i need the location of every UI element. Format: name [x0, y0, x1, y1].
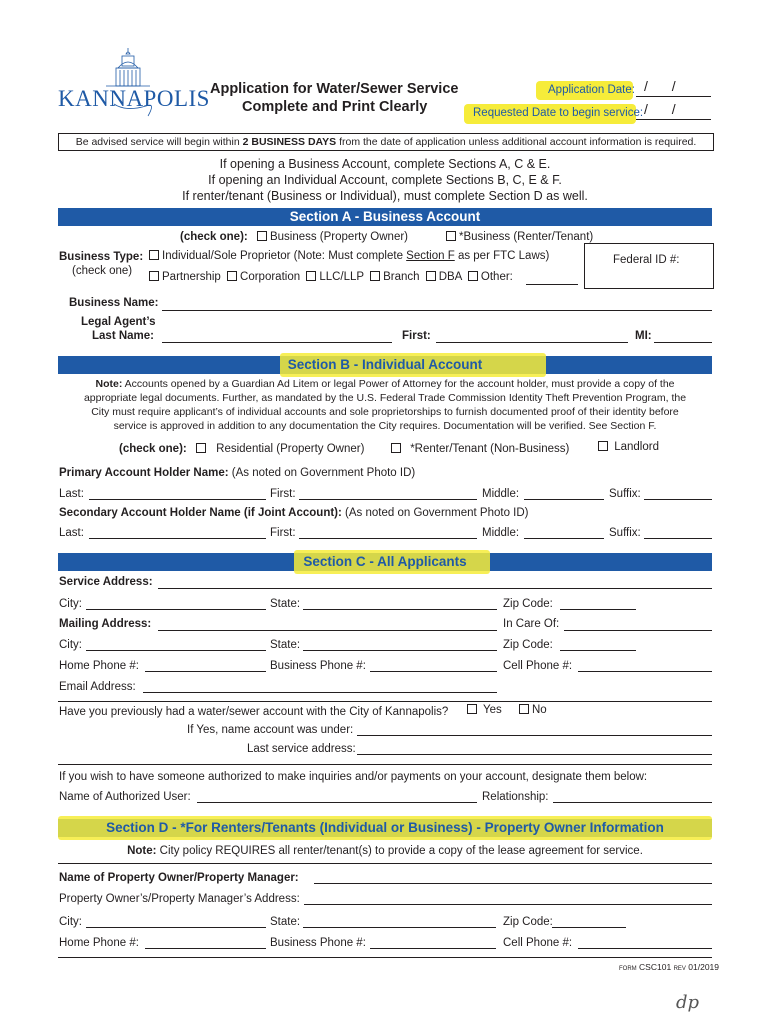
section-c-title: Section C - All Applicants: [303, 554, 467, 569]
previous-yes-label: Yes: [483, 704, 502, 716]
cell-phone-field[interactable]: [578, 671, 712, 672]
note-line: appropriate legal documents. Further, as mandated by the U.S. Federal Trade Commission Identity Theft Prevention Program, the: [83, 392, 687, 404]
secondary-last-label: Last:: [59, 527, 84, 539]
mailing-state-field[interactable]: [303, 650, 497, 651]
section-a-header: [58, 208, 712, 226]
notice-bold: 2 BUSINESS DAYS: [242, 136, 337, 148]
landlord-label: Landlord: [614, 441, 659, 453]
service-city-field[interactable]: [86, 609, 266, 610]
previous-account-name-field[interactable]: [357, 735, 712, 736]
previous-no-label: No: [532, 704, 547, 716]
secondary-first-label: First:: [270, 527, 296, 539]
secondary-suffix-field[interactable]: [644, 538, 712, 539]
partnership-checkbox[interactable]: [149, 271, 159, 281]
secondary-holder-note: (As noted on Government Photo ID): [341, 507, 529, 519]
agent-first-label: First:: [402, 330, 431, 342]
section-d-divider: [58, 863, 712, 864]
instruction-line: If opening a Business Account, complete Sections A, C & E.: [219, 157, 551, 171]
primary-holder-label: Primary Account Holder Name:: [59, 467, 229, 479]
agent-mi-field[interactable]: [654, 342, 712, 343]
mailing-address-field[interactable]: [158, 630, 497, 631]
primary-last-label: Last:: [59, 488, 84, 500]
secondary-middle-field[interactable]: [524, 538, 604, 539]
business-phone-label: Business Phone #:: [270, 660, 366, 672]
section-b-title: Section B - Individual Account: [287, 357, 483, 372]
owner-business-phone-label: Business Phone #:: [270, 937, 366, 949]
section-f-link: Section F: [406, 250, 455, 262]
business-name-label: Business Name:: [69, 297, 159, 309]
section-c-divider: [58, 701, 712, 702]
owner-zip-field[interactable]: [552, 927, 626, 928]
secondary-first-field[interactable]: [299, 538, 477, 539]
business-renter-label: *Business (Renter/Tenant): [459, 231, 594, 243]
mailing-zip-label: Zip Code:: [503, 639, 553, 651]
form-title: Application for Water/Sewer Service: [210, 81, 459, 97]
primary-holder-note: (As noted on Government Photo ID): [228, 467, 416, 479]
home-phone-label: Home Phone #:: [59, 660, 139, 672]
owner-zip-label: Zip Code:: [503, 916, 553, 928]
owner-business-phone-field[interactable]: [370, 948, 496, 949]
owner-state-label: State:: [270, 916, 301, 928]
section-b-header: [58, 356, 712, 374]
owner-name-field[interactable]: [314, 883, 712, 884]
secondary-middle-label: Middle:: [482, 527, 520, 539]
owner-home-phone-field[interactable]: [145, 948, 266, 949]
rev-label: REV: [673, 966, 686, 972]
section-a-title: Section A - Business Account: [289, 209, 481, 224]
owner-name-label: Name of Property Owner/Property Manager:: [59, 872, 299, 884]
check-one-label: (check one):: [180, 231, 248, 243]
authorized-name-label: Name of Authorized User:: [59, 791, 191, 803]
residential-owner-checkbox[interactable]: [196, 443, 206, 453]
mailing-address-label: Mailing Address:: [59, 618, 152, 630]
business-type-label: Business Type:: [59, 251, 144, 263]
owner-city-label: City:: [59, 916, 82, 928]
service-state-field[interactable]: [303, 609, 497, 610]
notice-post: from the date of application unless additional account information is required.: [336, 136, 697, 148]
instruction-line: If renter/tenant (Business or Individual), must complete Section D as well.: [182, 189, 588, 203]
application-date-label: Application Date:: [548, 84, 635, 96]
authorized-name-field[interactable]: [197, 802, 477, 803]
note-label: Note:: [95, 378, 123, 390]
service-city-label: City:: [59, 598, 82, 610]
requested-date-field[interactable]: [636, 119, 711, 120]
instruction-line: If opening an Individual Account, complete Sections B, C, E & F.: [208, 173, 562, 187]
agent-first-name-field[interactable]: [436, 342, 628, 343]
application-date-slashes: / /: [644, 78, 676, 94]
partnership-label: Partnership: [162, 271, 221, 283]
if-yes-label: If Yes, name account was under:: [187, 724, 354, 736]
section-a-check-one-row: [180, 231, 408, 243]
requested-date-slashes: / /: [644, 101, 676, 117]
secondary-last-field[interactable]: [89, 538, 266, 539]
secondary-suffix-label: Suffix:: [609, 527, 641, 539]
federal-id-label: Federal ID #:: [613, 254, 680, 266]
llc-label: LLC/LLP: [319, 271, 364, 283]
in-care-of-label: In Care Of:: [503, 618, 560, 630]
primary-suffix-field[interactable]: [644, 499, 712, 500]
primary-first-label: First:: [270, 488, 296, 500]
logo-text: KANNAPOLIS: [58, 86, 210, 111]
renter-tenant-checkbox[interactable]: [391, 443, 401, 453]
relationship-field[interactable]: [553, 802, 712, 803]
business-name-field[interactable]: [162, 310, 712, 311]
section-b-note: [58, 377, 712, 433]
business-phone-field[interactable]: [370, 671, 497, 672]
dba-checkbox[interactable]: [426, 271, 436, 281]
primary-first-field[interactable]: [299, 499, 477, 500]
owner-address-label: Property Owner’s/Property Manager’s Address:: [59, 893, 300, 905]
owner-cell-phone-label: Cell Phone #:: [503, 937, 573, 949]
service-address-field[interactable]: [158, 588, 712, 589]
requested-date-label: Requested Date to begin service:: [473, 107, 644, 119]
primary-suffix-label: Suffix:: [609, 488, 641, 500]
section-d-title: Section D - *For Renters/Tenants (Individual or Business) - Property Owner Information: [106, 820, 664, 835]
form-number: [619, 962, 719, 972]
agent-last-name-field[interactable]: [162, 342, 392, 343]
last-service-label: Last service address:: [247, 743, 356, 755]
cell-phone-label: Cell Phone #:: [503, 660, 573, 672]
relationship-label: Relationship:: [482, 791, 549, 803]
owner-state-field[interactable]: [303, 927, 496, 928]
mailing-state-label: State:: [270, 639, 301, 651]
dba-label: DBA: [438, 271, 462, 283]
corporation-checkbox[interactable]: [227, 271, 237, 281]
branch-checkbox[interactable]: [370, 271, 380, 281]
secondary-holder-label: Secondary Account Holder Name (if Joint Account):: [59, 507, 342, 519]
rev-date: 01/2019: [688, 962, 720, 972]
application-date-field[interactable]: [636, 96, 711, 97]
section-d-header: [58, 819, 712, 837]
federal-id-box[interactable]: [584, 243, 714, 289]
kannapolis-logo: [56, 46, 210, 126]
sole-prop-pre: Individual/Sole Proprietor (Note: Must complete: [162, 250, 407, 262]
llc-checkbox[interactable]: [306, 271, 316, 281]
primary-middle-label: Middle:: [482, 488, 520, 500]
note-line: Accounts opened by a Guardian Ad Litem or legal Power of Attorney for the account holder, must provide a copy of the: [124, 378, 675, 390]
other-field[interactable]: [526, 284, 578, 285]
primary-middle-field[interactable]: [524, 499, 604, 500]
business-type-sub: (check one): [72, 265, 133, 277]
form-code: CSC101: [639, 962, 672, 972]
form-label: FORM: [619, 966, 637, 972]
business-owner-label: Business (Property Owner): [269, 231, 408, 243]
owner-cell-phone-field[interactable]: [578, 948, 712, 949]
section-d-note-text: City policy REQUIRES all renter/tenant(s) to provide a copy of the lease agreement for service.: [156, 845, 643, 857]
note-line: City must require applicant’s of individual accounts and sole proprietorships to furnish documented proof of their identity before: [91, 406, 679, 418]
owner-city-field[interactable]: [86, 927, 266, 928]
primary-last-field[interactable]: [89, 499, 266, 500]
mailing-city-field[interactable]: [86, 650, 266, 651]
note-line: service is approved in addition to any documentation the City requires. Documentation will be verified. See Section F.: [113, 420, 657, 432]
form-subtitle: Complete and Print Clearly: [242, 99, 428, 115]
authorized-intro: If you wish to have someone authorized to make inquiries and/or payments on your account, designate them below:: [59, 771, 648, 783]
initials-signature: dp: [676, 992, 700, 1013]
owner-address-field[interactable]: [304, 904, 712, 905]
other-label: Other:: [480, 271, 513, 283]
section-c-divider-2: [58, 764, 712, 765]
mailing-zip-field[interactable]: [560, 650, 636, 651]
email-field[interactable]: [143, 692, 497, 693]
section-c-header: [58, 553, 712, 571]
in-care-of-field[interactable]: [564, 630, 712, 631]
service-zip-field[interactable]: [560, 609, 636, 610]
check-one-label: (check one):: [119, 443, 187, 455]
section-d-bottom-rule: [58, 957, 712, 958]
previous-account-question: Have you previously had a water/sewer account with the City of Kannapolis?: [59, 706, 449, 718]
instructions: [58, 156, 712, 204]
last-service-address-field[interactable]: [357, 754, 712, 755]
email-label: Email Address:: [59, 681, 136, 693]
service-state-label: State:: [270, 598, 301, 610]
legal-agent-label: Legal Agent’s: [81, 316, 156, 328]
sole-prop-post: as per FTC Laws): [454, 250, 550, 262]
last-name-label: Last Name:: [92, 330, 154, 342]
previous-no-checkbox[interactable]: [519, 704, 529, 714]
branch-label: Branch: [383, 271, 420, 283]
landlord-checkbox[interactable]: [598, 441, 608, 451]
other-checkbox[interactable]: [468, 271, 478, 281]
agent-mi-label: MI:: [635, 330, 652, 342]
corporation-label: Corporation: [240, 271, 301, 283]
previous-yes-checkbox[interactable]: [467, 704, 477, 714]
owner-home-phone-label: Home Phone #:: [59, 937, 139, 949]
section-d-note-label: Note:: [127, 845, 157, 857]
residential-owner-label: Residential (Property Owner): [216, 443, 365, 455]
home-phone-field[interactable]: [145, 671, 266, 672]
notice-box: [58, 133, 714, 151]
business-renter-checkbox[interactable]: [446, 231, 456, 241]
notice-pre: Be advised service will begin within: [75, 136, 243, 148]
sole-proprietor-checkbox[interactable]: [149, 250, 159, 260]
service-zip-label: Zip Code:: [503, 598, 553, 610]
business-owner-checkbox[interactable]: [257, 231, 267, 241]
mailing-city-label: City:: [59, 639, 82, 651]
service-address-label: Service Address:: [59, 576, 153, 588]
renter-tenant-label: *Renter/Tenant (Non-Business): [410, 443, 570, 455]
